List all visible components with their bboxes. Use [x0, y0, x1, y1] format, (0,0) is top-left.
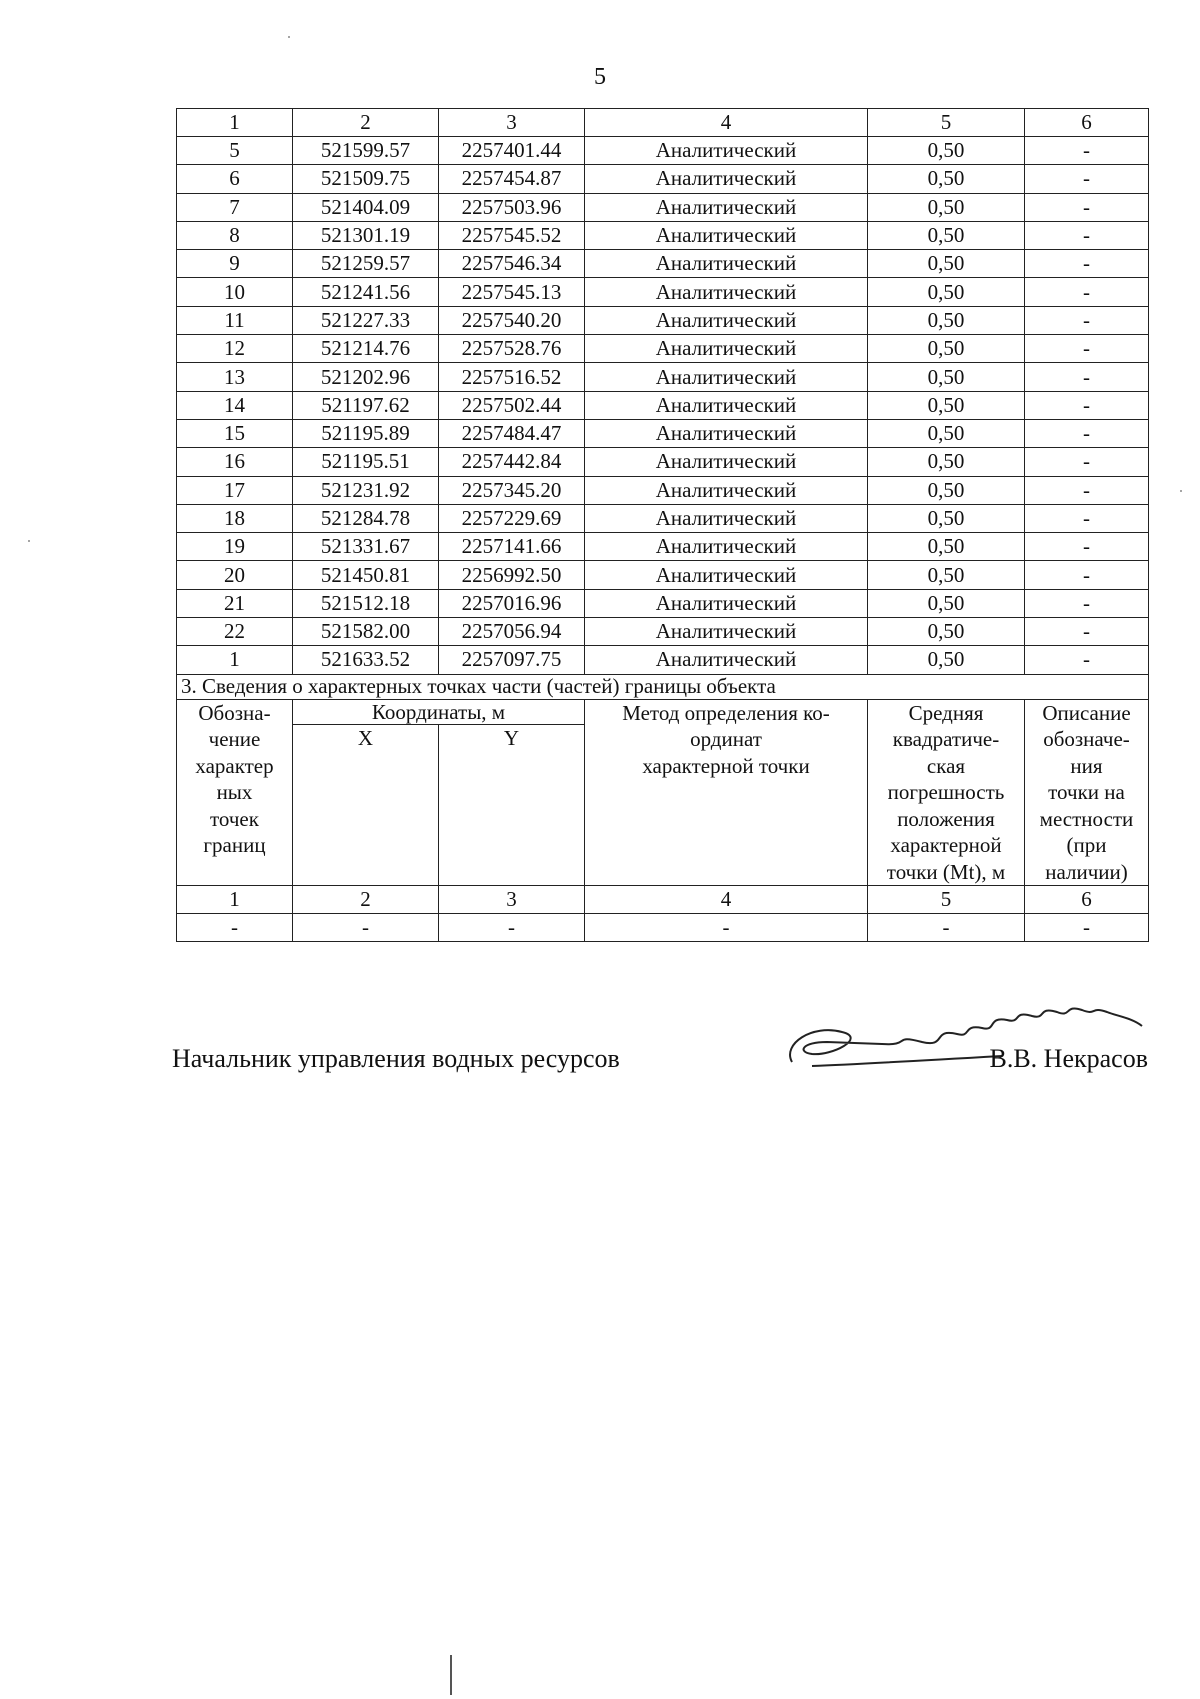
page-number: 5: [594, 64, 606, 90]
table-cell: 521284.78: [293, 504, 439, 532]
section3-empty-row: [177, 914, 1149, 942]
scan-artifact-dot: [1180, 490, 1182, 492]
table-cell: -: [1025, 618, 1149, 646]
table-cell: 2257141.66: [439, 533, 585, 561]
table-row: [177, 193, 1149, 221]
table-cell: -: [1025, 250, 1149, 278]
table-cell: Аналитический: [585, 335, 868, 363]
table-cell: 0,50: [868, 250, 1025, 278]
table-cell: 14: [177, 391, 293, 419]
table-cell: Аналитический: [585, 646, 868, 674]
table-cell: -: [1025, 589, 1149, 617]
column-number: 5: [868, 886, 1025, 914]
table-cell: 2257540.20: [439, 306, 585, 334]
table-cell: -: [1025, 391, 1149, 419]
table-cell: 521197.62: [293, 391, 439, 419]
table-cell: -: [1025, 914, 1149, 942]
table-cell: 0,50: [868, 476, 1025, 504]
table-cell: 21: [177, 589, 293, 617]
table-cell: 2257056.94: [439, 618, 585, 646]
table-cell: 521633.52: [293, 646, 439, 674]
error-header: Средняя квадратиче- ская погрешность положения характерной точки (Mt), м: [868, 699, 1025, 886]
column-number: 3: [439, 886, 585, 914]
table-cell: 0,50: [868, 618, 1025, 646]
coordinates-table: [176, 108, 1149, 942]
table-cell: 2257545.13: [439, 278, 585, 306]
column-number: 4: [585, 109, 868, 137]
table-row: [177, 137, 1149, 165]
table-cell: 2257484.47: [439, 419, 585, 447]
table-cell: 521241.56: [293, 278, 439, 306]
table-cell: 15: [177, 419, 293, 447]
table-cell: 2257345.20: [439, 476, 585, 504]
section3-title: 3. Сведения о характерных точках части (частей) границы объекта: [177, 674, 1149, 699]
table-cell: 0,50: [868, 335, 1025, 363]
table-cell: 2257016.96: [439, 589, 585, 617]
scan-artifact-dot: [28, 540, 30, 542]
coordinates-table-body: [177, 109, 1149, 675]
table-cell: Аналитический: [585, 589, 868, 617]
table-cell: 0,50: [868, 646, 1025, 674]
table-cell: -: [293, 914, 439, 942]
signer-name: В.В. Некрасов: [989, 1044, 1148, 1073]
table-row: [177, 335, 1149, 363]
table-cell: 521301.19: [293, 221, 439, 249]
table-cell: -: [1025, 419, 1149, 447]
table-cell: 521195.89: [293, 419, 439, 447]
table-cell: Аналитический: [585, 618, 868, 646]
table-cell: 10: [177, 278, 293, 306]
table-cell: 521231.92: [293, 476, 439, 504]
table-cell: Аналитический: [585, 504, 868, 532]
table-cell: 20: [177, 561, 293, 589]
table-cell: Аналитический: [585, 363, 868, 391]
table-cell: 0,50: [868, 306, 1025, 334]
table-cell: Аналитический: [585, 165, 868, 193]
table-cell: 0,50: [868, 363, 1025, 391]
table-cell: -: [1025, 137, 1149, 165]
table-cell: -: [1025, 335, 1149, 363]
table-cell: Аналитический: [585, 391, 868, 419]
description-header: Описание обозначе- ния точки на местности (при наличии): [1025, 699, 1149, 886]
table-cell: 0,50: [868, 533, 1025, 561]
table-cell: 0,50: [868, 589, 1025, 617]
table-cell: -: [1025, 646, 1149, 674]
table-cell: -: [1025, 278, 1149, 306]
table-row: [177, 165, 1149, 193]
table-row: [177, 250, 1149, 278]
section3-body: [177, 674, 1149, 942]
table-cell: Аналитический: [585, 448, 868, 476]
table-cell: 521259.57: [293, 250, 439, 278]
table-row: [177, 646, 1149, 674]
table-cell: 2257528.76: [439, 335, 585, 363]
table-cell: 0,50: [868, 561, 1025, 589]
table-cell: -: [1025, 448, 1149, 476]
table-cell: 6: [177, 165, 293, 193]
table-cell: 2257454.87: [439, 165, 585, 193]
table-cell: 2257502.44: [439, 391, 585, 419]
y-header: Y: [439, 725, 585, 886]
table-row: [177, 448, 1149, 476]
table-cell: Аналитический: [585, 221, 868, 249]
table-cell: 521509.75: [293, 165, 439, 193]
column-number: 1: [177, 886, 293, 914]
table-cell: 2257503.96: [439, 193, 585, 221]
table-cell: 521599.57: [293, 137, 439, 165]
table-cell: 0,50: [868, 504, 1025, 532]
section3-column-number-row: [177, 886, 1149, 914]
table-row: [177, 476, 1149, 504]
table-cell: 521195.51: [293, 448, 439, 476]
table-cell: -: [1025, 504, 1149, 532]
column-number: 1: [177, 109, 293, 137]
table-cell: 521512.18: [293, 589, 439, 617]
table-cell: 1: [177, 646, 293, 674]
x-header: X: [293, 725, 439, 886]
table-cell: 2257401.44: [439, 137, 585, 165]
method-header: Метод определения ко- ординат характерной точки: [585, 699, 868, 886]
table-cell: 13: [177, 363, 293, 391]
table-row: [177, 561, 1149, 589]
table-cell: 16: [177, 448, 293, 476]
signer-title: Начальник управления водных ресурсов: [172, 1044, 620, 1073]
table-cell: 5: [177, 137, 293, 165]
designation-header: Обозна- чение характер ных точек границ: [177, 699, 293, 886]
table-cell: 0,50: [868, 448, 1025, 476]
coordinates-header: Координаты, м: [293, 699, 585, 725]
table-cell: -: [1025, 165, 1149, 193]
column-number: 6: [1025, 886, 1149, 914]
table-row: [177, 589, 1149, 617]
table-cell: Аналитический: [585, 306, 868, 334]
table-cell: -: [1025, 476, 1149, 504]
table-cell: -: [177, 914, 293, 942]
table-cell: 17: [177, 476, 293, 504]
table-cell: 2256992.50: [439, 561, 585, 589]
table-cell: -: [868, 914, 1025, 942]
table-cell: -: [1025, 306, 1149, 334]
scan-artifact-dot: [288, 36, 290, 38]
table-cell: 521450.81: [293, 561, 439, 589]
table-cell: 0,50: [868, 391, 1025, 419]
table-cell: 521202.96: [293, 363, 439, 391]
scan-artifact-line: [450, 1655, 452, 1695]
table-cell: 2257516.52: [439, 363, 585, 391]
table-cell: 521214.76: [293, 335, 439, 363]
column-number: 2: [293, 886, 439, 914]
table-cell: 9: [177, 250, 293, 278]
table-cell: 0,50: [868, 278, 1025, 306]
table-cell: 521227.33: [293, 306, 439, 334]
table-cell: 521582.00: [293, 618, 439, 646]
table-cell: 11: [177, 306, 293, 334]
table-cell: Аналитический: [585, 278, 868, 306]
table-cell: 2257442.84: [439, 448, 585, 476]
table-row: [177, 306, 1149, 334]
table-cell: -: [1025, 221, 1149, 249]
table-row: [177, 533, 1149, 561]
table-cell: -: [1025, 193, 1149, 221]
table-cell: -: [585, 914, 868, 942]
table-cell: 8: [177, 221, 293, 249]
table-cell: 2257229.69: [439, 504, 585, 532]
column-number: 2: [293, 109, 439, 137]
column-number: 4: [585, 886, 868, 914]
column-number: 6: [1025, 109, 1149, 137]
table-cell: Аналитический: [585, 250, 868, 278]
table-row: [177, 363, 1149, 391]
table-cell: Аналитический: [585, 137, 868, 165]
table-cell: 0,50: [868, 137, 1025, 165]
table-cell: 521404.09: [293, 193, 439, 221]
table-cell: Аналитический: [585, 419, 868, 447]
table-cell: 7: [177, 193, 293, 221]
table-cell: 0,50: [868, 419, 1025, 447]
column-number-row: [177, 109, 1149, 137]
table-cell: 0,50: [868, 221, 1025, 249]
table-row: [177, 391, 1149, 419]
table-cell: 22: [177, 618, 293, 646]
table-cell: 521331.67: [293, 533, 439, 561]
table-cell: Аналитический: [585, 561, 868, 589]
column-number: 3: [439, 109, 585, 137]
table-cell: -: [1025, 561, 1149, 589]
table-cell: 2257097.75: [439, 646, 585, 674]
table-cell: 0,50: [868, 165, 1025, 193]
table-row: [177, 504, 1149, 532]
table-cell: 0,50: [868, 193, 1025, 221]
table-cell: 12: [177, 335, 293, 363]
table-cell: Аналитический: [585, 476, 868, 504]
table-row: [177, 618, 1149, 646]
table-row: [177, 221, 1149, 249]
table-cell: Аналитический: [585, 193, 868, 221]
table-cell: 2257546.34: [439, 250, 585, 278]
section3-title-row: [177, 674, 1149, 699]
table-cell: 2257545.52: [439, 221, 585, 249]
table-cell: -: [1025, 533, 1149, 561]
table-row: [177, 419, 1149, 447]
table-row: [177, 278, 1149, 306]
table-cell: 18: [177, 504, 293, 532]
signature-block: [172, 1044, 1148, 1084]
section3-header-row: [177, 699, 1149, 725]
column-number: 5: [868, 109, 1025, 137]
table-cell: -: [439, 914, 585, 942]
table-cell: Аналитический: [585, 533, 868, 561]
table-cell: 19: [177, 533, 293, 561]
table-cell: -: [1025, 363, 1149, 391]
